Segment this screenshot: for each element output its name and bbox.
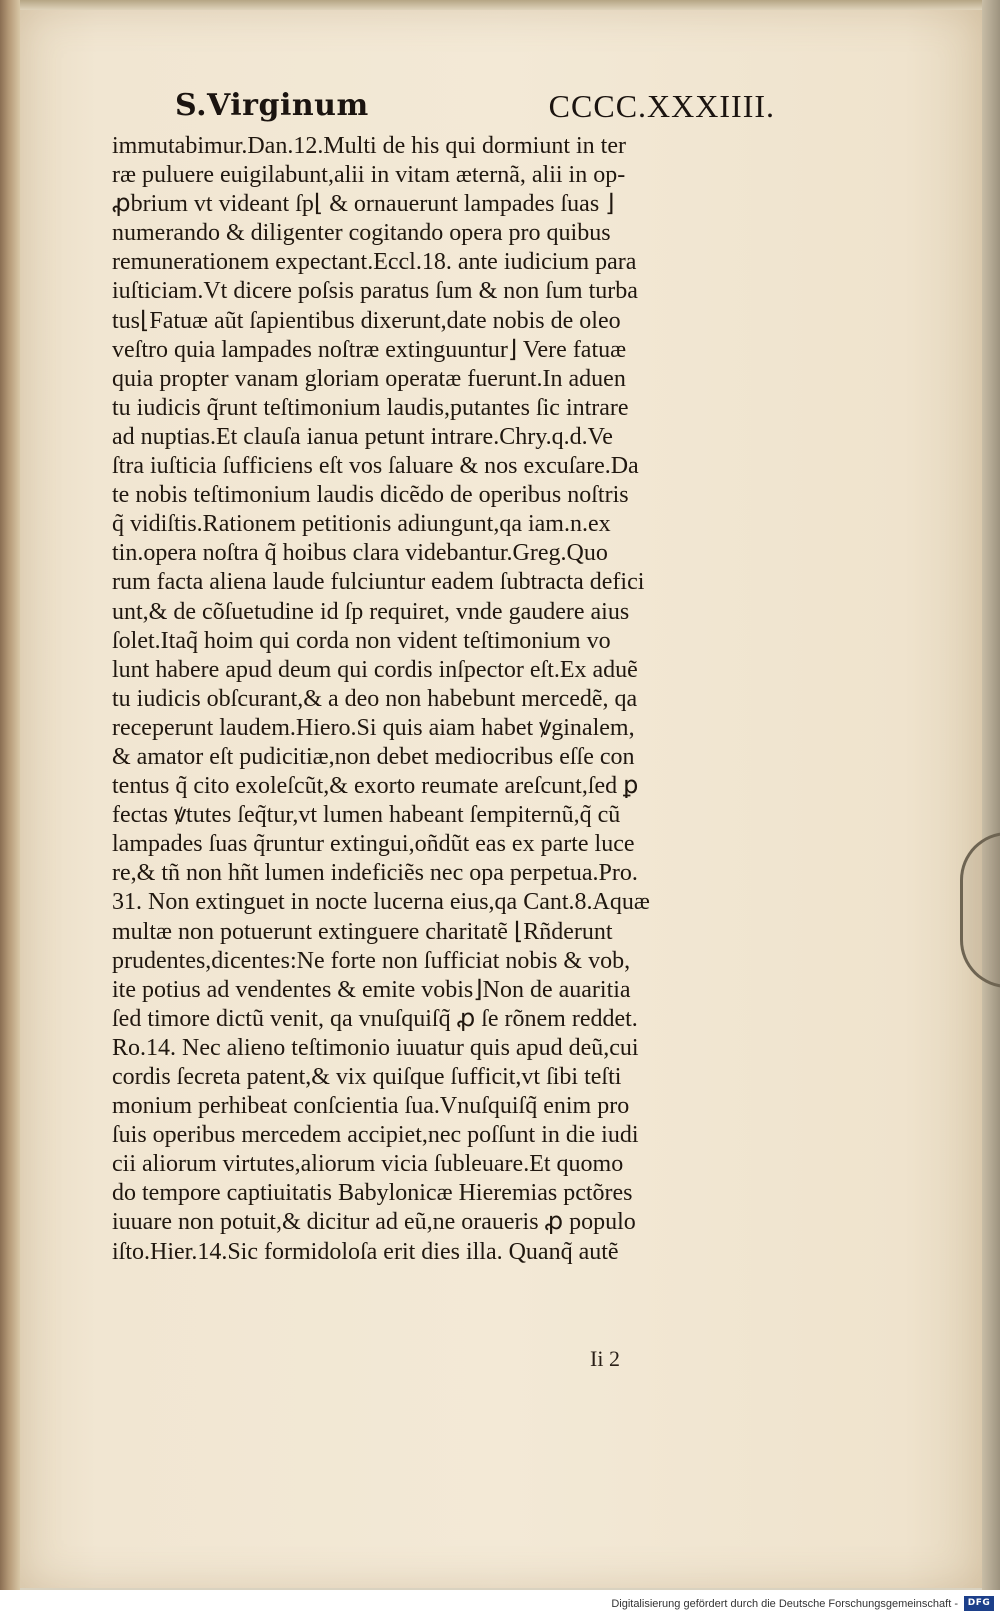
text-line: iuſticiam.Vt dicere poſsis paratus ſum & non ſum turba <box>112 278 638 305</box>
text-line: fectas ꝟtutes ſeq̃tur,vt lumen habeant ſempiternũ,q̃ cũ <box>112 802 621 829</box>
book-clasp <box>960 832 1000 988</box>
text-line: rum facta aliena laude fulciuntur eadem ſubtracta defici <box>112 569 645 596</box>
text-line: cii aliorum virtutes,aliorum vicia ſubleuare.Et quomo <box>112 1151 624 1178</box>
text-line: ſuis operibus mercedem accipiet,nec poſſunt in die iudi <box>112 1122 639 1149</box>
text-line: immutabimur.Dan.12.Multi de his qui dormiunt in ter <box>112 133 626 159</box>
text-line: tus⌊Fatuæ aũt ſapientibus dixerunt,date nobis de oleo <box>112 307 621 334</box>
text-line: ſed timore dictũ venit, qa vnuſquiſq̃ ꝓ ſe rõnem reddet. <box>112 1005 638 1032</box>
text-block <box>112 132 802 1267</box>
text-line: remunerationem expectant.Eccl.18. ante iudicium para <box>112 249 637 276</box>
page-header <box>175 88 775 138</box>
text-line: ite potius ad vendentes & emite vobis⌋Non de auaritia <box>112 976 631 1003</box>
text-line: ræ puluere euigilabunt,alii in vitam æternã, alii in op- <box>112 162 626 189</box>
text-line: unt,& de cõſuetudine id ſp requiret, vnde gaudere aius <box>112 598 630 625</box>
running-head: S.Virginum <box>175 88 369 123</box>
text-line: numerando & diligenter cogitando opera pro quibus <box>112 220 611 247</box>
signature-mark: Ii 2 <box>590 1346 620 1371</box>
text-line: receperunt laudem.Hiero.Si quis aiam habet ꝟginalem, <box>112 714 635 741</box>
text-line: 31. Non extinguet in nocte lucerna eius,qa Cant.8.Aquæ <box>112 889 650 916</box>
text-line: quia propter vanam gloriam operatæ fuerunt.In aduen <box>112 365 626 392</box>
footer-bar <box>0 1590 1000 1621</box>
text-line: tu iudicis q̃runt teſtimonium laudis,putantes ſic intrare <box>112 394 629 421</box>
text-line: tin.opera noſtra q̃ hoibus clara videbantur.Greg.Quo <box>112 540 608 567</box>
footer-credit: Digitalisierung gefördert durch die Deutsche Forschungsgemeinschaft - <box>611 1598 958 1610</box>
text-line: prudentes,dicentes:Ne forte non ſufficiat nobis & vob, <box>112 947 631 974</box>
text-line: q̃ vidiſtis.Rationem petitionis adiungunt,qa iam.n.ex <box>112 511 611 538</box>
text-line: tentus q̃ cito exoleſcũt,& exorto reumate areſcunt,ſed ꝑ <box>112 773 639 800</box>
text-line: lampades ſuas q̃runtur extingui,oñdũt eas ex parte luce <box>112 831 635 858</box>
text-line: & amator eſt pudicitiæ,non debet mediocribus eſſe con <box>112 743 635 770</box>
text-line: lunt habere apud deum qui cordis inſpector eſt.Ex aduẽ <box>112 656 638 683</box>
text-line: tu iudicis obſcurant,& a deo non habebunt mercedẽ, qa <box>112 685 638 712</box>
text-line: te nobis teſtimonium laudis dicẽdo de operibus noſtris <box>112 482 629 509</box>
text-line: monium perhibeat conſcientia ſua.Vnuſquiſq̃ enim pro <box>112 1093 630 1120</box>
text-line: ꝓbrium vt videant ſp⌊ & ornauerunt lampades ſuas ⌋ <box>112 191 615 218</box>
text-line: cordis ſecreta patent,& vix quiſque ſufficit,vt ſibi teſti <box>112 1064 622 1090</box>
text-line: Ro.14. Nec alieno teſtimonio iuuatur quis apud deũ,cui <box>112 1034 639 1061</box>
text-line: ſolet.Itaq̃ hoim qui corda non vident teſtimonium vo <box>112 627 611 654</box>
book-right-edge <box>982 0 1000 1590</box>
folio-number: CCCC.XXXIIII. <box>548 88 775 124</box>
text-line: multæ non potuerunt extinguere charitatẽ ⌊Rñderunt <box>112 918 613 945</box>
text-line: ſtra iuſticia ſufficiens eſt vos ſaluare & nos excuſare.Da <box>112 453 639 480</box>
text-line: re,& tñ non hñt lumen indeficiẽs nec opa perpetua.Pro. <box>112 860 638 887</box>
text-line: iuuare non potuit,& dicitur ad eũ,ne oraueris ꝓ populo <box>112 1209 636 1236</box>
dfg-logo: DFG <box>964 1596 994 1611</box>
text-line: veſtro quia lampades noſtræ extinguuntur⌋ Vere fatuæ <box>112 336 627 363</box>
text-line: ad nuptias.Et clauſa ianua petunt intrare.Chry.q.d.Ve <box>112 423 613 450</box>
text-line: iſto.Hier.14.Sic formidoloſa erit dies illa. Quanq̃ autẽ <box>112 1238 619 1265</box>
text-line: do tempore captiuitatis Babylonicæ Hieremias pctõres <box>112 1180 633 1207</box>
book-spine-edge <box>0 0 20 1590</box>
